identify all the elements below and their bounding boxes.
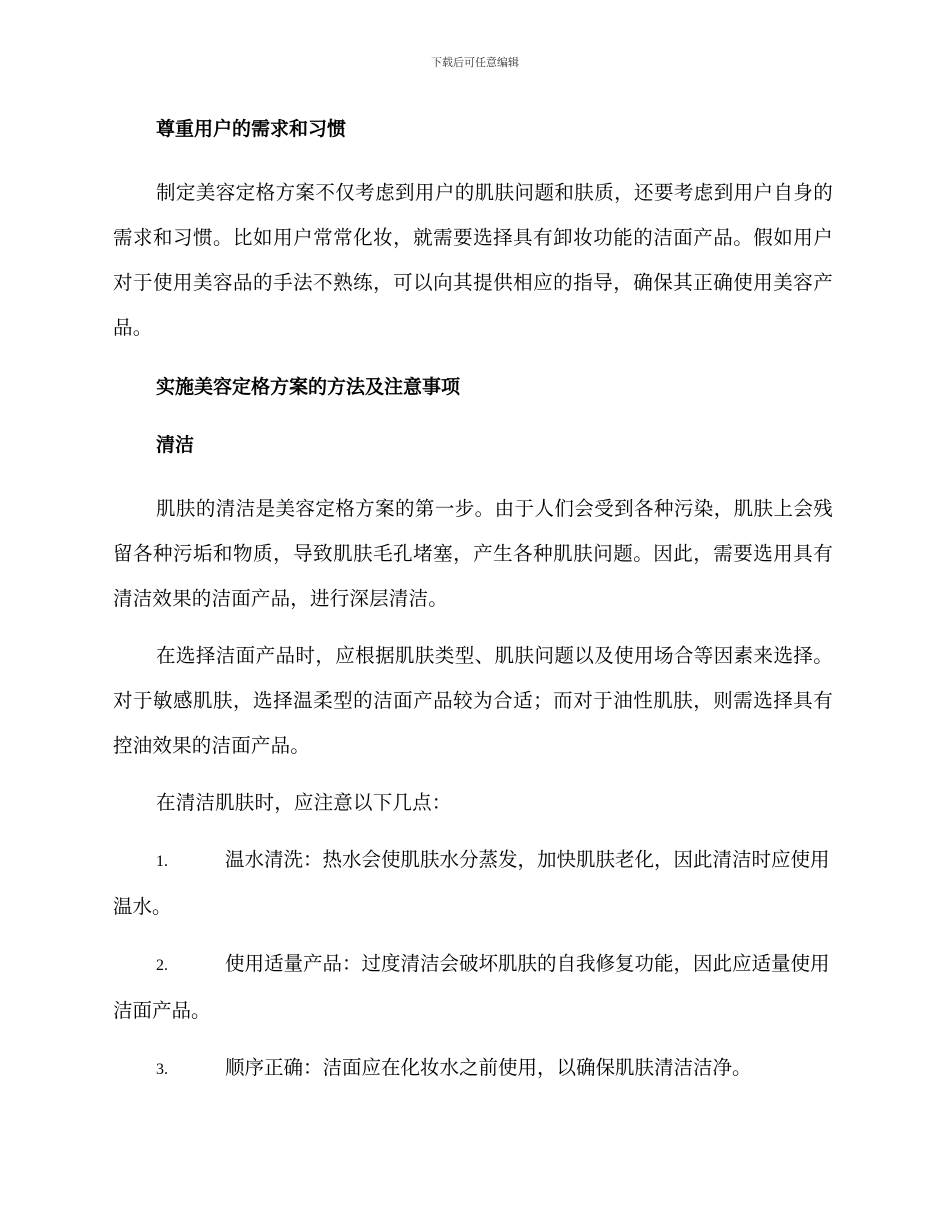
list-item	[113, 837, 833, 929]
list-text: 温水清洗：热水会使肌肤水分蒸发，加快肌肤老化，因此清洁时应使用温水。	[113, 848, 830, 918]
list-text: 顺序正确：洁面应在化妆水之前使用，以确保肌肤清洁洁净。	[225, 1056, 752, 1079]
section-heading-user-needs: 尊重用户的需求和习惯	[156, 118, 347, 140]
paragraph-cleansing-intro: 肌肤的清洁是美容定格方案的第一步。由于人们会受到各种污染，肌肤上会残留各种污垢和物质，导致肌肤毛孔堵塞，产生各种肌肤问题。因此，需要选用具有清洁效果的洁面产品，进行深层清洁。	[113, 497, 833, 610]
list-number: 1.	[156, 853, 168, 870]
list-item	[113, 941, 833, 1033]
paragraph-cleansing-notes: 在清洁肌肤时，应注意以下几点：	[156, 791, 452, 814]
paragraph-user-needs: 制定美容定格方案不仅考虑到用户的肌肤问题和肤质，还要考虑到用户自身的需求和习惯。比如用户常常化妆，就需要选择具有卸妆功能的洁面产品。假如用户对于使用美容品的手法不熟练，可以向其提供相应的指导，确保其正确使用美容产品。	[113, 181, 833, 339]
document-body	[113, 112, 833, 1104]
section-heading-cleansing: 清洁	[156, 434, 195, 456]
page-header: 下载后可任意编辑	[431, 56, 519, 69]
list-number: 3.	[156, 1061, 168, 1078]
paragraph-cleansing-choice: 在选择洁面产品时，应根据肌肤类型、肌肤问题以及使用场合等因素来选择。对于敏感肌肤，选择温柔型的洁面产品较为合适；而对于油性肌肤，则需选择具有控油效果的洁面产品。	[113, 644, 833, 757]
list-item	[113, 1045, 833, 1092]
section-heading-methods: 实施美容定格方案的方法及注意事项	[156, 376, 461, 398]
list-text: 使用适量产品：过度清洁会破坏肌肤的自我修复功能，因此应适量使用洁面产品。	[113, 952, 830, 1022]
list-number: 2.	[156, 957, 168, 974]
